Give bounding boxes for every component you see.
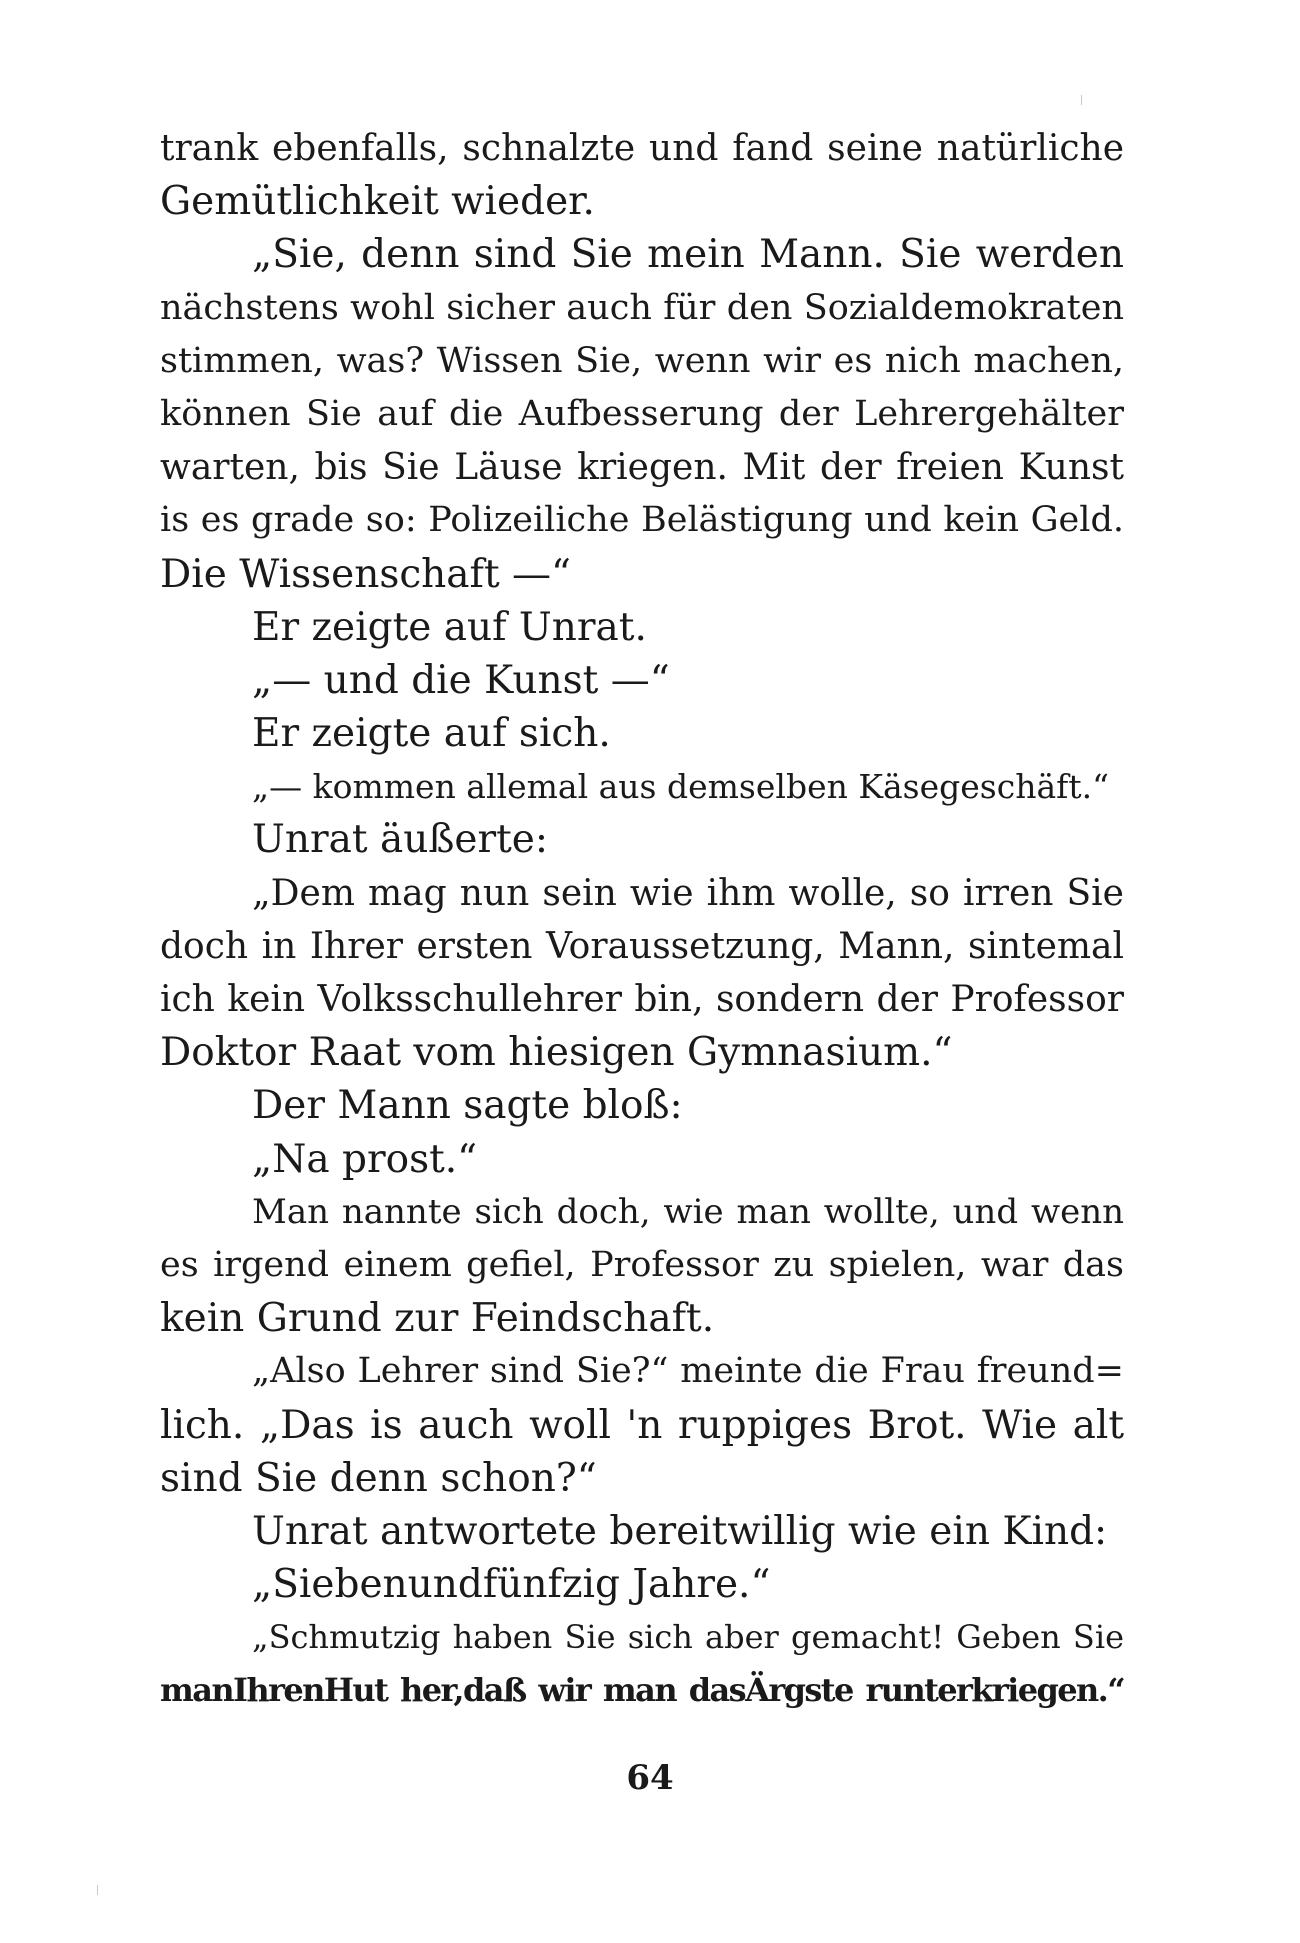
text-line: Die Wissenschaft —“ xyxy=(160,551,571,597)
text-line: „Sie, denn sind Sie mein Mann. Sie werden xyxy=(252,232,1124,278)
text-line: ich kein Volksschullehrer bin, sondern der Professor xyxy=(160,979,1124,1020)
text-line: „Siebenundfünfzig Jahre.“ xyxy=(252,1562,771,1608)
text-line: Er zeigte auf Unrat. xyxy=(252,604,647,650)
text-line: trank ebenfalls, schnalzte und fand seine natürliche xyxy=(160,128,1124,169)
text-line: es irgend einem gefiel, Professor zu spielen, war das xyxy=(160,1244,1124,1285)
text-line: Unrat antwortete bereitwillig wie ein Kind: xyxy=(252,1508,1108,1554)
text-line: „Dem mag nun sein wie ihm wolle, so irren Sie xyxy=(252,872,1124,914)
text-line: kein Grund zur Feindschaft. xyxy=(160,1296,715,1342)
text-line: Er zeigte auf sich. xyxy=(252,711,611,757)
text-line: „Na prost.“ xyxy=(252,1136,478,1182)
text-line: stimmen, was? Wissen Sie, wenn wir es nich machen, xyxy=(160,340,1124,381)
margin-mark-top xyxy=(1081,95,1082,105)
text-line: nächstens wohl sicher auch für den Sozialdemokraten xyxy=(160,287,1124,328)
text-line: Gemütlichkeit wieder. xyxy=(160,179,595,225)
text-line: Man nannte sich doch, wie man wollte, und wenn xyxy=(252,1191,1124,1232)
text-line: Der Mann sagte bloß: xyxy=(252,1083,683,1129)
text-line: „— kommen allemal aus demselben Käsegeschäft.“ xyxy=(252,767,1109,807)
text-line: „Also Lehrer sind Sie?“ meinte die Frau freund= xyxy=(252,1351,1124,1392)
text-line: warten, bis Sie Läuse kriegen. Mit der freien Kunst xyxy=(160,447,1124,489)
margin-mark-bottom xyxy=(97,1885,98,1895)
text-line: sind Sie denn schon?“ xyxy=(160,1455,597,1501)
text-line: „Schmutzig haben Sie sich aber gemacht! Geben Sie xyxy=(252,1618,1124,1657)
text-line: Doktor Raat vom hiesigen Gymnasium.“ xyxy=(160,1030,953,1076)
text-line: Unrat äußerte: xyxy=(252,817,548,863)
text-line: manIhrenHut her,daß wir man dasÄrgste runterkriegen.“ xyxy=(160,1671,1124,1710)
text-line: is es grade so: Polizeiliche Belästigung und kein Geld. xyxy=(160,500,1124,541)
text-line: lich. „Das is auch woll 'n ruppiges Brot. Wie alt xyxy=(160,1402,1124,1448)
text-line: können Sie auf die Aufbesserung der Lehrergehälter xyxy=(160,393,1124,434)
text-line: „— und die Kunst —“ xyxy=(252,657,670,703)
page-number: 64 xyxy=(626,1758,674,1798)
text-line: doch in Ihrer ersten Voraussetzung, Mann, sintemal xyxy=(160,925,1124,967)
body-text xyxy=(160,122,1124,1718)
